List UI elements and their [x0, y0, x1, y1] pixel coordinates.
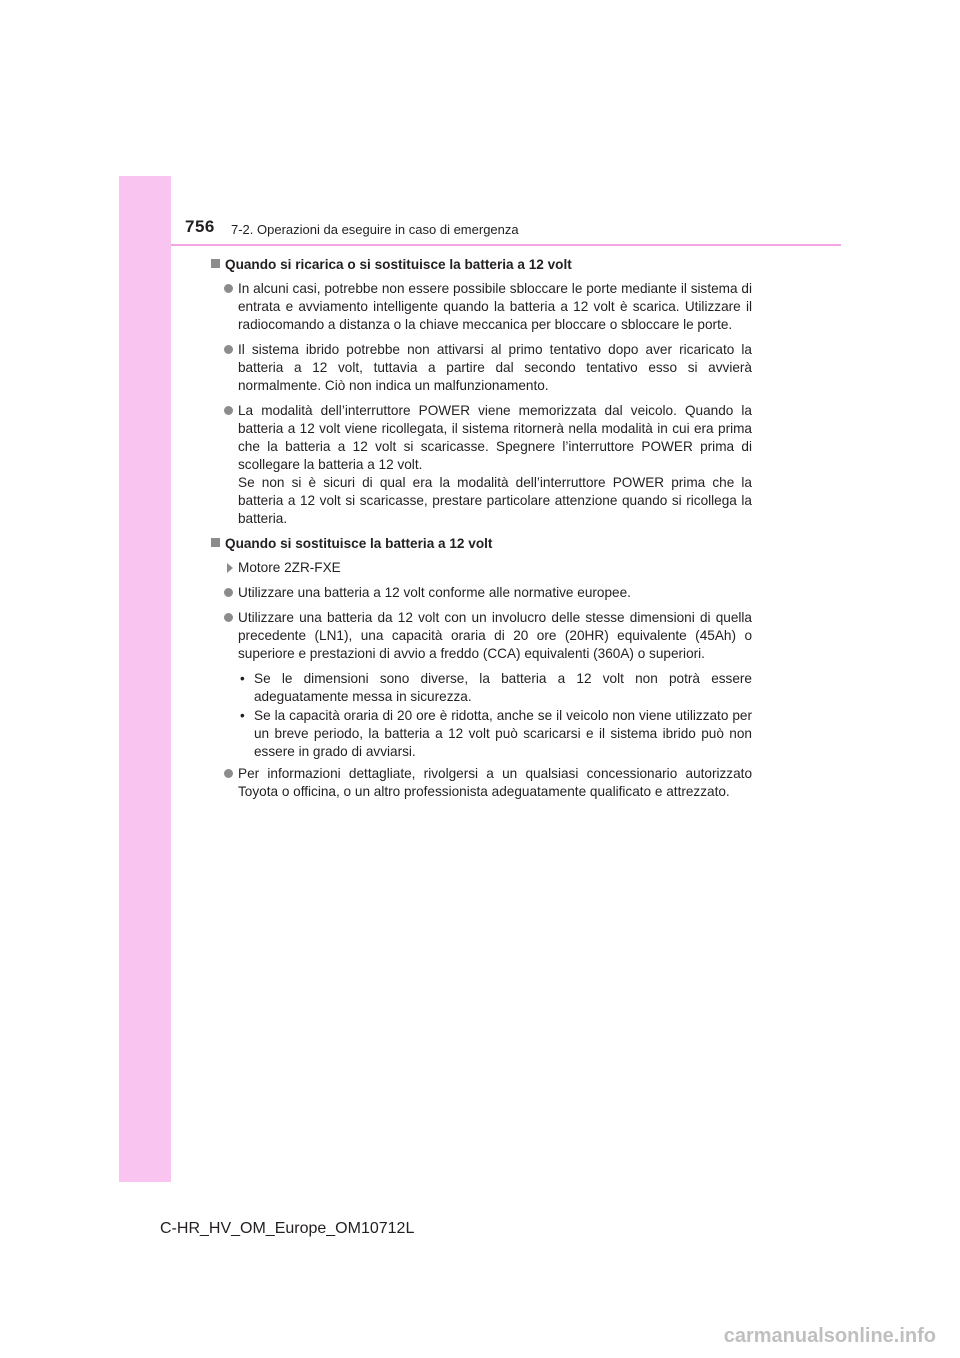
- bullet-paragraph: Il sistema ibrido potrebbe non attivarsi al primo tentativo dopo aver ricaricato la batteria a 12 volt, tuttavia a partire dal secondo tentativo esso si avvierà normalmente. Ciò non indica un malfunzionamento.: [238, 342, 752, 393]
- header-rule: [171, 244, 841, 246]
- square-bullet-icon: [211, 259, 220, 268]
- bullet-paragraph: Se non si è sicuri di qual era la modalità dell’interruttore POWER prima che la batteria a 12 volt si scaricasse, prestare particolare attenzione quando si ricollega la batteria.: [238, 475, 752, 526]
- bullet-item: [211, 765, 752, 801]
- section-heading: [211, 535, 752, 553]
- section-heading-text: Quando si ricarica o si sostituisce la batteria a 12 volt: [225, 257, 572, 272]
- section-title: 7-2. Operazioni da eseguire in caso di emergenza: [231, 222, 519, 237]
- sub-list: [238, 670, 752, 761]
- bullet-paragraph: Utilizzare una batteria da 12 volt con un involucro delle stesse dimensioni di quella precedente (LN1), una capacità oraria di 20 ore (20HR) equivalente (45Ah) o superiore e prestazioni di avvio a freddo (CCA) equivalenti (360A) o superiori.: [238, 610, 752, 661]
- document-code: C-HR_HV_OM_Europe_OM10712L: [160, 1220, 415, 1237]
- square-bullet-icon: [211, 538, 220, 547]
- arrow-item-text: Motore 2ZR-FXE: [238, 560, 341, 575]
- bullet-item: [211, 609, 752, 663]
- bullet-item: [211, 341, 752, 395]
- page-number: 756: [185, 217, 215, 236]
- bullet-paragraph: Utilizzare una batteria a 12 volt conforme alle normative europee.: [238, 585, 631, 600]
- circle-bullet-icon: [224, 345, 233, 354]
- sub-list-item: [238, 670, 752, 706]
- circle-bullet-icon: [224, 284, 233, 293]
- circle-bullet-icon: [224, 769, 233, 778]
- bullet-paragraph: La modalità dell’interruttore POWER viene memorizzata dal veicolo. Quando la batteria a 12 volt viene ricollegata, il sistema ritornerà nella modalità in cui era prima che la batteria a 12 volt si scaricasse. Spegnere l’interruttore POWER prima di scollegare la batteria a 12 volt.: [238, 403, 752, 472]
- main-content: [211, 256, 752, 808]
- bullet-item: [211, 584, 752, 602]
- bullet-item: [211, 402, 752, 528]
- circle-bullet-icon: [224, 588, 233, 597]
- sub-list-text: Se le dimensioni sono diverse, la batteria a 12 volt non potrà essere adeguatamente messa in sicurezza.: [254, 671, 752, 704]
- sub-list-text: Se la capacità oraria di 20 ore è ridotta, anche se il veicolo non viene utilizzato per un breve periodo, la batteria a 12 volt può scaricarsi e il sistema ibrido può non essere in grado di avviarsi.: [254, 708, 752, 759]
- section-heading: [211, 256, 752, 274]
- sub-bullet-marker: •: [240, 671, 245, 686]
- section-heading-text: Quando si sostituisce la batteria a 12 volt: [225, 536, 493, 551]
- triangle-arrow-icon: [227, 563, 233, 573]
- arrow-item: [211, 559, 752, 577]
- watermark: carmanualsonline.info: [723, 1325, 936, 1347]
- bullet-paragraph: In alcuni casi, potrebbe non essere possibile sbloccare le porte mediante il sistema di entrata e avviamento intelligente quando la batteria a 12 volt è scarica. Utilizzare il radiocomando a distanza o la chiave meccanica per bloccare o sbloccare le porte.: [238, 281, 752, 332]
- circle-bullet-icon: [224, 613, 233, 622]
- bullet-item: [211, 280, 752, 334]
- circle-bullet-icon: [224, 406, 233, 415]
- side-color-band: [119, 176, 171, 1182]
- sub-bullet-marker: •: [240, 708, 245, 723]
- sub-list-item: [238, 707, 752, 761]
- bullet-paragraph: Per informazioni dettagliate, rivolgersi a un qualsiasi concessionario autorizzato Toyota o officina, o un altro professionista adeguatamente qualificato e attrezzato.: [238, 766, 752, 799]
